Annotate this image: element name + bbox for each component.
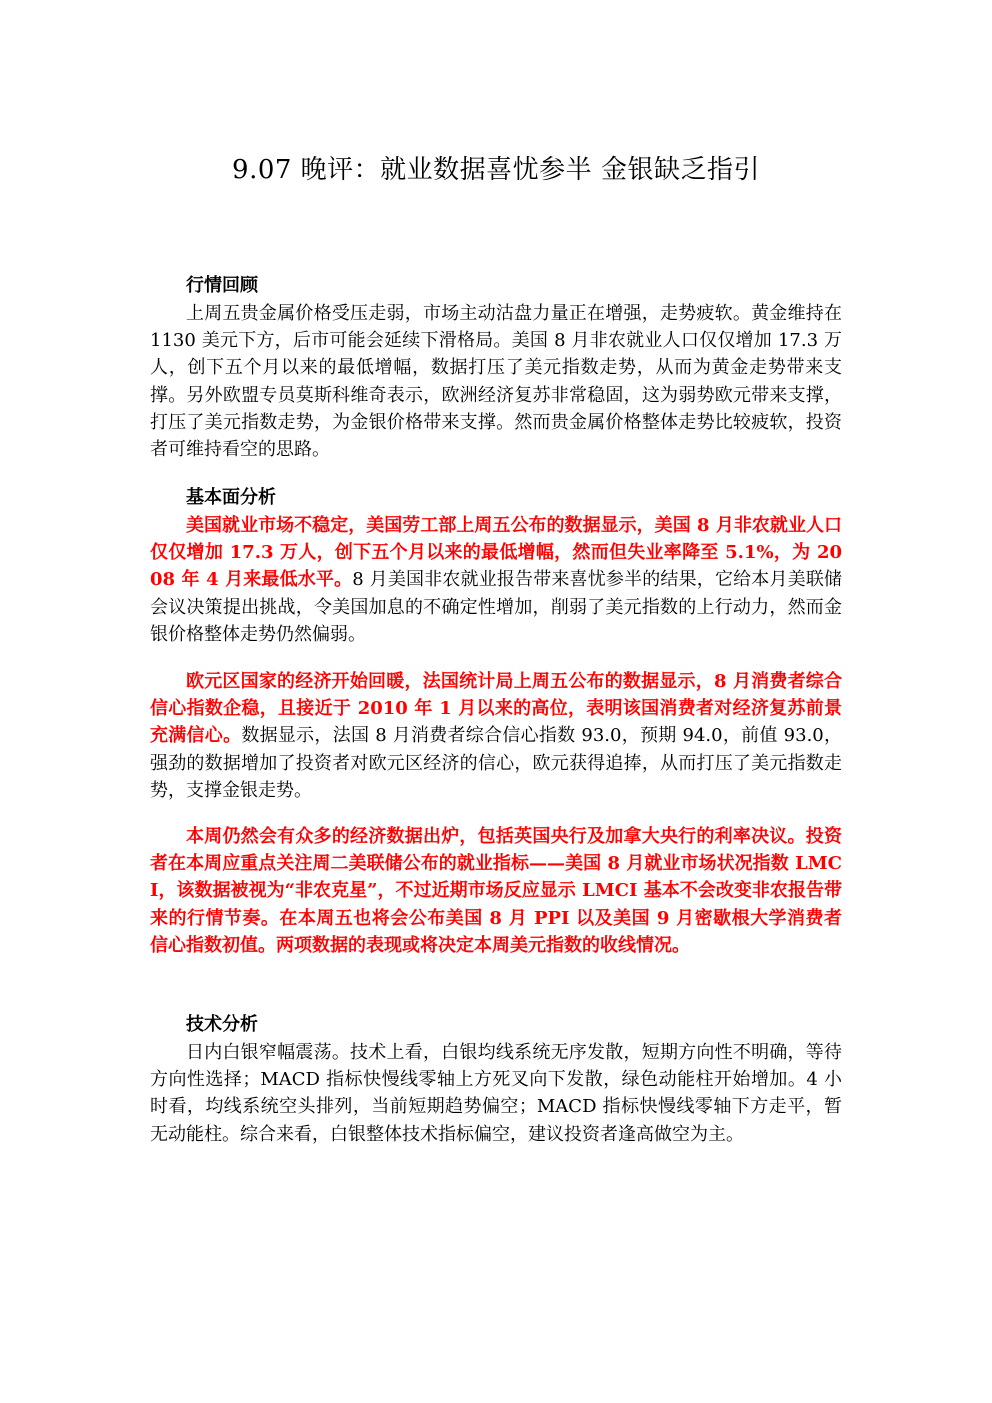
section-technical-analysis xyxy=(150,1011,842,1148)
document-title: 9.07 晚评：就业数据喜忧参半 金银缺乏指引 xyxy=(232,155,760,185)
text-us-employment: 8 月美国非农就业报告带来喜忧参半的结果，它给本月美联储会议决策提出挑战，令美国加息的不确定性增加，削弱了美元指数的上行动力，然而金银价格整体走势仍然偏弱。 xyxy=(150,569,843,645)
section-heading-fundamental-analysis: 基本面分析 xyxy=(186,487,276,508)
section-heading-technical-analysis: 技术分析 xyxy=(186,1014,258,1035)
paragraph-market-review: 上周五贵金属价格受压走弱，市场主动沽盘力量正在增强，走势疲软。黄金维持在 1130 美元下方，后市可能会延续下滑格局。美国 8 月非农就业人口仅仅增加 17.3 万人，创下五个月以来的最低增幅，数据打压了美元指数走势，从而为黄金走势带来支撑。另外欧盟专员莫斯科维奇表示，欧洲经济复苏非常稳固，这为弱势欧元带来支撑，打压了美元指数走势，为金银价格带来支撑。然而贵金属价格整体走势比较疲软，投资者可维持看空的思路。 xyxy=(150,303,842,461)
highlight-eurozone: 欧元区国家的经济开始回暖，法国统计局上周五公布的数据显示，8 月消费者综合信心指数企稳，且接近于 2010 年 1 月以来的高位，表明该国消费者对经济复苏前景充满信心。 xyxy=(150,671,842,747)
text-eurozone: 数据显示，法国 8 月消费者综合信心指数 93.0，预期 94.0，前值 93.0，强劲的数据增加了投资者对欧元区经济的信心，欧元获得追捧，从而打压了美元指数走势，支撑金银走势。 xyxy=(150,725,843,801)
paragraph-week-outlook: 本周仍然会有众多的经济数据出炉，包括英国央行及加拿大央行的利率决议。投资者在本周应重点关注周二美联储公布的就业指标——美国 8 月就业市场状况指数 LMCI，该数据被视为“非农克星”，不过近期市场反应显示 LMCI 基本不会改变非农报告带来的行情节奏。在本周五也将会公布美国 8 月 PPI 以及美国 9 月密歇根大学消费者信心指数初值。两项数据的表现或将决定本周美元指数的收线情况。 xyxy=(150,826,842,956)
paragraph-us-employment xyxy=(150,512,842,648)
paragraph-technical-analysis: 日内白银窄幅震荡。技术上看，白银均线系统无序发散，短期方向性不明确，等待方向性选择；MACD 指标快慢线零轴上方死叉向下发散，绿色动能柱开始增加。4 小时看，均线系统空头排列，当前短期趋势偏空；MACD 指标快慢线零轴下方走平，暂无动能柱。综合来看，白银整体技术指标偏空，建议投资者逢高做空为主。 xyxy=(150,1042,842,1145)
section-eurozone xyxy=(150,668,842,804)
highlight-us-employment: 美国就业市场不稳定，美国劳工部上周五公布的数据显示，美国 8 月非农就业人口仅仅增加 17.3 万人，创下五个月以来的最低增幅，然而但失业率降至 5.1%，为 2008 年 4 月来最低水平。 xyxy=(150,515,842,591)
section-heading-market-review: 行情回顾 xyxy=(186,275,258,296)
section-market-review xyxy=(150,272,842,463)
paragraph-eurozone xyxy=(150,668,842,804)
section-fundamental-analysis xyxy=(150,484,842,648)
section-week-outlook xyxy=(150,823,842,959)
